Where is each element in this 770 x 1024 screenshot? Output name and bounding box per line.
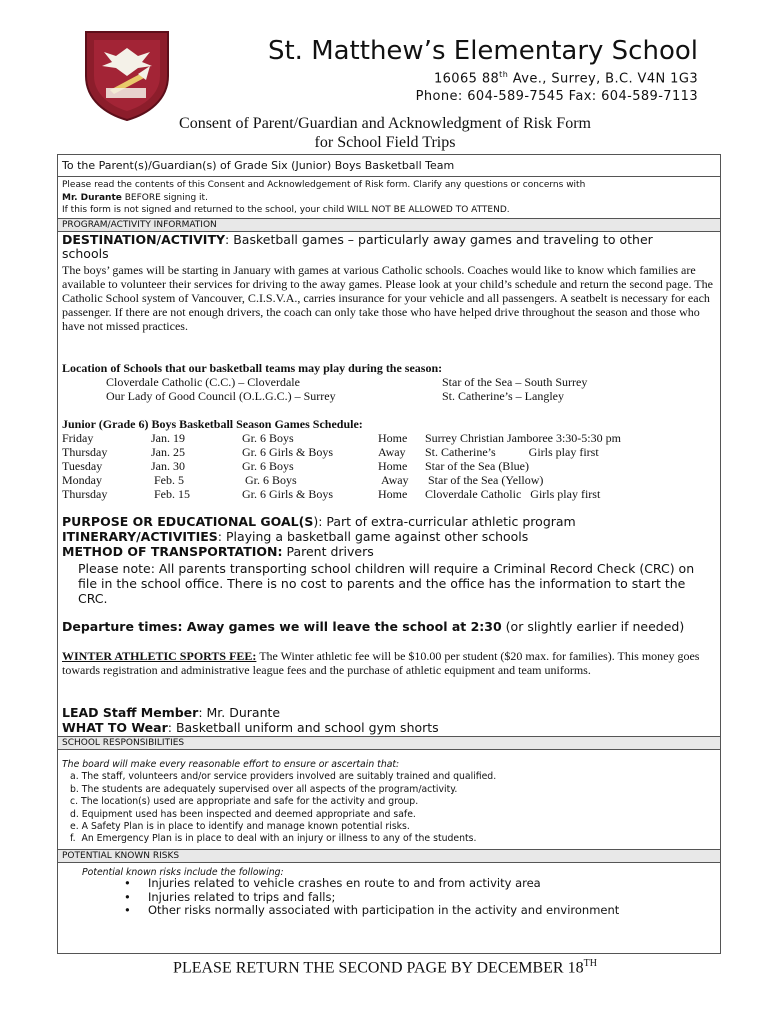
schedule-day: Monday	[62, 473, 102, 487]
purpose-text: ): Part of extra-curricular athletic program	[313, 514, 576, 529]
destination-activity	[62, 233, 702, 261]
read-instructions: Please read the contents of this Consent and Acknowledgement of Risk form. Clarify any questions or concerns with	[62, 180, 586, 190]
schedule-team: Gr. 6 Boys	[242, 431, 294, 445]
schedule-day: Thursday	[62, 487, 108, 501]
schedule-date: Feb. 15	[154, 487, 190, 501]
responsibility-item: a. The staff, volunteers and/or service providers involved are suitably trained and qualified.	[70, 771, 497, 783]
responsibility-item: e. A Safety Plan is in place to identify and manage known potential risks.	[70, 821, 410, 833]
schedule-team: Gr. 6 Boys	[245, 473, 297, 487]
athletic-fee	[62, 649, 718, 677]
transport-text: Parent drivers	[282, 544, 374, 559]
responsibility-item: d. Equipment used has been inspected and deemed appropriate and safe.	[70, 808, 416, 820]
schedule-day: Friday	[62, 431, 94, 445]
footer-text: PLEASE RETURN THE SECOND PAGE BY DECEMBER 18	[173, 959, 584, 977]
purpose-label: PURPOSE OR EDUCATIONAL GOAL(S	[62, 514, 314, 529]
contact-line	[62, 192, 712, 205]
recipient-line: To the Parent(s)/Guardian(s) of Grade Six (Junior) Boys Basketball Team	[58, 155, 720, 177]
risks-list	[124, 877, 714, 918]
locations-heading: Location of Schools that our basketball teams may play during the season:	[62, 361, 443, 375]
intro-instructions	[62, 179, 712, 217]
school-name: St. Matthew’s Elementary School	[267, 36, 698, 66]
contact-name: Mr. Durante	[62, 192, 122, 203]
schedule-date: Jan. 25	[151, 445, 185, 459]
schedule-event: St. Catherine’s Girls play first	[425, 445, 599, 459]
form-title	[0, 114, 770, 152]
what-to-wear-line	[62, 720, 439, 735]
responsibilities-list	[62, 759, 712, 846]
schedule-day: Thursday	[62, 445, 108, 459]
wear-text: : Basketball uniform and school gym shorts	[167, 720, 439, 735]
phone-fax-line: Phone: 604-589-7545 Fax: 604-589-7113	[415, 89, 698, 105]
potential-risks-bar: POTENTIAL KNOWN RISKS	[58, 849, 720, 863]
destination-label: DESTINATION/ACTIVITY	[62, 232, 226, 247]
schedule-venue: Away	[378, 445, 406, 459]
location-right-1: Star of the Sea – South Surrey	[442, 375, 588, 389]
lead-staff-label: LEAD Staff Member	[62, 705, 199, 720]
school-address	[300, 66, 698, 106]
contact-suffix: BEFORE signing it.	[121, 192, 208, 203]
schedule-team: Gr. 6 Girls & Boys	[242, 487, 334, 501]
risks-intro: Potential known risks include the following:	[82, 867, 284, 878]
address-superscript: th	[499, 70, 509, 79]
schedule-event: Star of the Sea (Yellow)	[428, 473, 544, 487]
location-left-1: Cloverdale Catholic (C.C.) – Cloverdale	[106, 375, 300, 389]
schedule-venue: Home	[378, 431, 408, 445]
schedule-venue: Home	[378, 487, 408, 501]
return-warning: If this form is not signed and returned to the school, your child WILL NOT BE ALLOWED TO ATTEND.	[62, 205, 510, 215]
footer-superscript: TH	[583, 958, 597, 969]
address-number: 16065 88	[433, 71, 500, 87]
risk-item: • Other risks normally associated with participation in the activity and environment	[124, 904, 714, 918]
form-title-line-1: Consent of Parent/Guardian and Acknowledgment of Risk Form	[179, 115, 591, 132]
responsibility-item: b. The students are adequately supervised over all aspects of the program/activity.	[70, 783, 458, 795]
fee-label: WINTER ATHLETIC SPORTS FEE:	[62, 649, 257, 663]
wear-label: WHAT TO Wear	[62, 720, 168, 735]
departure-label: Departure times: Away games we will leave the school at 2:30	[62, 619, 502, 634]
schedule-date: Jan. 30	[151, 459, 185, 473]
crc-note: Please note: All parents transporting school children will require a Criminal Record Check (CRC) on file in the school office. There is no cost to parents and the office has the information to start the CRC.	[78, 561, 695, 606]
schedule-venue: Home	[378, 459, 408, 473]
schedule-heading: Junior (Grade 6) Boys Basketball Season Games Schedule:	[62, 417, 363, 431]
risk-item: • Injuries related to vehicle crashes en route to and from activity area	[124, 877, 714, 891]
departure-text: (or slightly earlier if needed)	[501, 619, 685, 634]
lead-staff-text: : Mr. Durante	[198, 705, 281, 720]
risk-item: • Injuries related to trips and falls;	[124, 891, 714, 905]
transport-line	[62, 544, 374, 559]
program-info-bar: PROGRAM/ACTIVITY INFORMATION	[58, 218, 720, 232]
school-crest-logo	[80, 26, 174, 122]
schedule-day: Tuesday	[62, 459, 103, 473]
schedule-date: Feb. 5	[154, 473, 184, 487]
itinerary-label: ITINERARY/ACTIVITIES	[62, 529, 218, 544]
form-content-box	[57, 154, 721, 954]
location-left-2: Our Lady of Good Council (O.L.G.C.) – Surrey	[106, 389, 336, 403]
address-street: Ave., Surrey, B.C. V4N 1G3	[508, 71, 698, 87]
purpose-line	[62, 514, 576, 529]
destination-paragraph: The boys’ games will be starting in January with games at various Catholic schools. Coaches would like to know which families are available to volunteer their services for driving to the away games. Please look at your child’s schedule and return the second page. The Catholic School system of Vancouver, C.I.S.V.A., carries insurance for your vehicle and all passengers. A seatbelt is necessary for each passenger. If there are not enough drivers, the coach can only take those who have helped drive throughout the season and those who have not missed practices.	[62, 263, 713, 333]
schedule-team: Gr. 6 Boys	[242, 459, 294, 473]
schedule-event: Cloverdale Catholic Girls play first	[425, 487, 601, 501]
responsibility-item: f. An Emergency Plan is in place to deal with an injury or illness to any of the students.	[70, 833, 477, 845]
itinerary-line	[62, 529, 528, 544]
return-deadline-footer	[0, 958, 770, 977]
schedule-event: Star of the Sea (Blue)	[425, 459, 529, 473]
location-right-2: St. Catherine’s – Langley	[442, 389, 564, 403]
schedule-event: Surrey Christian Jamboree 3:30-5:30 pm	[425, 431, 621, 445]
responsibility-item: c. The location(s) used are appropriate and safe for the activity and group.	[70, 796, 419, 808]
schedule-venue: Away	[381, 473, 409, 487]
fee-text: The Winter athletic fee will be $10.00 per student ($20 max. for families). This money goes towards registration and administrative league fees and the purchase of athletic equipment and team uniforms.	[62, 649, 700, 677]
responsibilities-intro: The board will make every reasonable effort to ensure or ascertain that:	[62, 759, 400, 770]
address-line	[300, 66, 698, 88]
school-responsibilities-bar: SCHOOL RESPONSIBILITIES	[58, 736, 720, 750]
itinerary-text: : Playing a basketball game against other schools	[217, 529, 529, 544]
transport-label: METHOD OF TRANSPORTATION:	[62, 544, 283, 559]
schedule-date: Jan. 19	[151, 431, 185, 445]
form-title-line-2: for School Field Trips	[314, 134, 456, 151]
lead-staff-line	[62, 705, 280, 720]
schedule-team: Gr. 6 Girls & Boys	[242, 445, 334, 459]
destination-text: : Basketball games – particularly away games and traveling to other schools	[62, 232, 653, 261]
departure-line	[62, 619, 684, 634]
